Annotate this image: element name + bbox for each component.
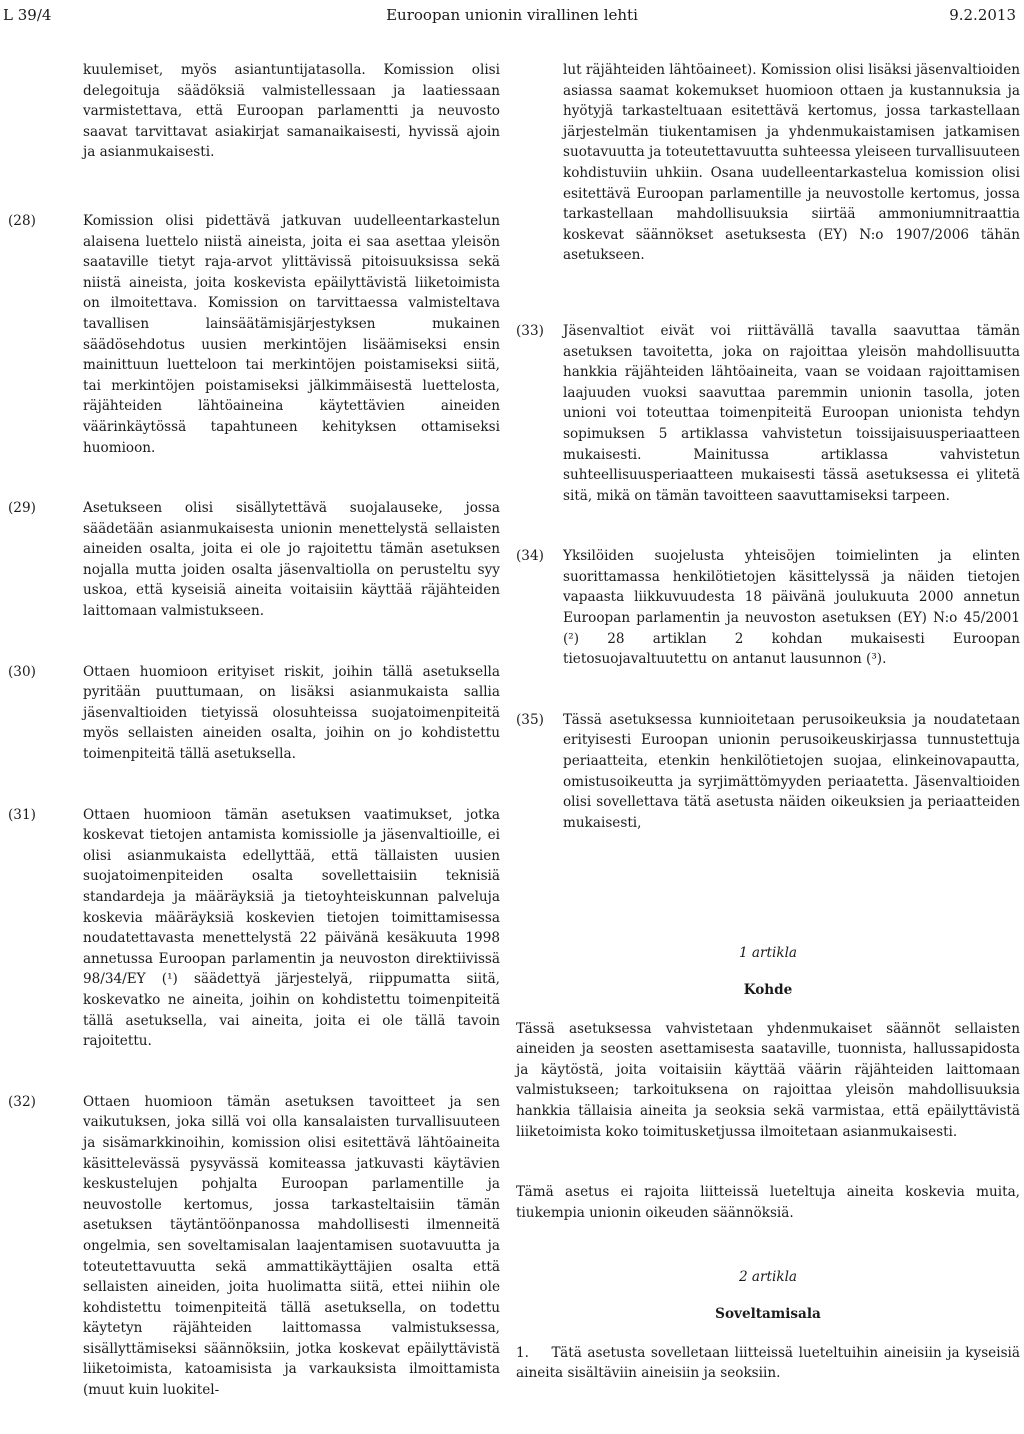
article-paragraph: 1. Tätä asetusta sovelletaan liitteissä lueteltuihin aineisiin ja kyseisiä aineita sisältäviin aineisiin ja seoksiin. — [516, 1344, 1024, 1382]
publication-date: 9.2.2013 — [949, 6, 1016, 24]
recital-number: (28) — [8, 212, 36, 229]
recital-number: (30) — [8, 663, 36, 680]
page-header — [0, 0, 1024, 30]
recital-text: Ottaen huomioon tämän asetuksen vaatimukset, jotka koskevat tietojen antamista komissiolle ja jäsenvaltioille, ei olisi asianmukaista edellyttää, että tällaisten uusien suojatoimenpiteiden osalta sovellettaisiin teknisiä standardeja ja määräyksiä ja tietoyhteiskunnan palveluja koskevia määräyksiä koskevien tietojen toimittamisessa noudatettavasta menettelystä 22 päivänä kesäkuuta 1998 annetussa Euroopan parlamentin ja neuvoston direktiivissä 98/34/EY (¹) säädettyä järjestelyä, riippumatta siitä, koskevatko ne aineita, joihin on kohdistettu toimenpiteitä tällä asetuksella, vai aineita, joita ei ole tällä tavoin rajoitettu. — [83, 806, 500, 1050]
recital-31 — [8, 805, 500, 1052]
recital-text: Ottaen huomioon tämän asetuksen tavoitteet ja sen vaikutuksen, joka sillä voi olla kansalaisten turvallisuuteen ja sisämarkkinoihin, komission olisi esitettävä lähtöaineita käsittelevässä pysyvässä komiteassa jatkuvasti käytävien keskustelujen pohjalta Euroopan parlamentille ja neuvostolle kertomus, jossa tarkasteltaisiin tämän asetuksen täytäntöönpanossa mahdollisesti ilmenneitä ongelmia, sen soveltamisalan laajentamisen suotavuutta ja toteutettavuutta sekä ammattikäyttäjien osalta että sellaisten aineiden, joita huolimatta siitä, ettei niihin ole kohdistettu toimenpiteitä tällä asetuksella, on todettu käytetyn räjähteiden laittomassa valmistuksessa, sisällyttämiseksi säännöksiin, jotka koskevat epäilyttävistä liiketoimista, katoamisista ja varkauksista ilmoittamista (muut kuin luokitel- — [83, 1093, 500, 1399]
recital-number: (34) — [516, 548, 544, 565]
article-1 — [516, 943, 1020, 1223]
recital-number: (32) — [8, 1093, 36, 1110]
page-reference: L 39/4 — [3, 6, 52, 24]
recital-number: (29) — [8, 500, 36, 517]
recital-text: Tässä asetuksessa kunnioitetaan perusoikeuksia ja noudatetaan erityisesti Euroopan unionin perusoikeuskirjassa tunnustettuja periaatteita, etenkin henkilötietojen suojaa, elinkeinovapautta, omistusoikeutta ja syrjimättömyyden periaatetta. Jäsenvaltioiden olisi sovellettava tätä asetusta näiden oikeuksien ja periaatteiden mukaisesti, — [563, 711, 1020, 831]
recital-continuation — [8, 60, 500, 163]
recital-30 — [8, 662, 500, 765]
article-paragraph: Tämä asetus ei rajoita liitteissä lueteltuja aineita koskevia muita, tiukempia unionin oikeuden säännöksiä. — [516, 1184, 1020, 1221]
recital-28 — [8, 211, 500, 458]
recital-continuation — [516, 60, 1020, 266]
continuation-text: kuulemiset, myös asiantuntijatasolla. Komission olisi delegoituja säädöksiä valmistellessaan ja laatiessaan varmistettava, että Euroopan parlamentti ja neuvosto saavat tarvittavat asiakirjat samanaikaisesti, hyvissä ajoin ja asianmukaisesti. — [83, 62, 500, 161]
recital-34 — [516, 546, 1020, 670]
recital-29 — [8, 498, 500, 622]
article-title: Kohde — [743, 982, 793, 998]
recital-35 — [516, 710, 1020, 834]
left-column — [8, 60, 500, 1401]
article-paragraph: Tässä asetuksessa vahvistetaan yhdenmukaiset säännöt sellaisten aineiden ja seosten asettamisesta saataville, tuonnista, hallussapidosta ja käytöstä, joita voitaisiin käyttää väärin räjähteiden laittomaan valmistukseen; tarkoituksena on rajoittaa yleisön mahdollisuuksia hankkia tällaisia aineita ja seoksia sekä varmistaa, että epäilyttävistä liiketoimista koko toimitusketjussa ilmoitetaan asianmukaisesti. — [516, 1020, 1020, 1140]
article-2 — [516, 1267, 1024, 1383]
recital-number: (31) — [8, 806, 36, 823]
article-number: 2 artikla — [738, 1269, 798, 1286]
recital-text: Ottaen huomioon erityiset riskit, joihin tällä asetuksella pyritään puuttumaan, on lisäksi asianmukaista sallia jäsenvaltioiden tietyissä olosuhteissa suojatoimenpiteitä myös sellaisten aineiden osalta, joihin on jo kohdistettu toimenpiteitä tällä asetuksella. — [83, 663, 500, 763]
recital-text: Yksilöiden suojelusta yhteisöjen toimielinten ja elinten suorittamassa henkilötietojen käsittelyssä ja näiden tietojen vapaasta liikkuvuudesta 18 päivänä joulukuuta 2000 annetun Euroopan parlamentin ja neuvoston asetuksen (EY) N:o 45/2001 (²) 28 artiklan 2 kohdan mukaisesti Euroopan tietosuojavaltuutettu on antanut lausunnon (³). — [563, 548, 1020, 668]
journal-title: Euroopan unionin virallinen lehti — [386, 6, 638, 24]
recital-text: Komission olisi pidettävä jatkuvan uudelleentarkastelun alaisena luettelo niistä aineista, joita ei saa asettaa yleisön saataville tietyt raja-arvot ylittävissä pitoisuuksissa sekä niistä aineista, joita koskevista epäilyttävistä liiketoimista on ilmoitettava. Komission on tarvittaessa valmisteltava tavallisen lainsäätämisjärjestyksen mukainen säädösehdotus uusien merkintöjen lisäämiseksi ensin mainittuun luetteloon tai merkintöjen poistamiseksi siitä, tai merkintöjen poistamiseksi jälkimmäisestä luettelosta, räjähteiden lähtöaineina käytettävien aineiden väärinkäytössä tapahtuneen kehityksen ottamiseksi huomioon. — [83, 212, 500, 456]
recital-number: (35) — [516, 711, 544, 728]
recital-32 — [8, 1092, 500, 1401]
recital-text: Asetukseen olisi sisällytettävä suojalauseke, jossa säädetään asianmukaisesta unionin menettelystä sellaisten aineiden osalta, joita ei ole jo rajoitettu tämän asetuksen nojalla mutta joiden osalta jäsenvaltiolla on perusteltu syy uskoa, että kyseisiä aineita voitaisiin käyttää räjähteiden laittomaan valmistukseen. — [83, 500, 500, 620]
recital-number: (33) — [516, 322, 544, 339]
right-column — [516, 60, 1024, 1384]
continuation-text: lut räjähteiden lähtöaineet). Komission olisi lisäksi jäsenvaltioiden asiassa saamat kokemukset huomioon ottaen ja kustannuksia ja hyötyjä tarkasteltuaan esitettävä kertomus, jossa tarkastellaan järjestelmän tiukentamisen ja yhdenmukaistamisen jatkamisen suotavuutta ja toteutettavuutta suhteessa yleiseen turvallisuuteen kohdistuviin uhkiin. Osana uudelleentarkastelua komission olisi esitettävä Euroopan parlamentille ja neuvostolle kertomus, jossa tarkastellaan mahdollisuuksia siirtää ammoniumnitraattia koskevat säännökset asetuksesta (EY) N:o 1907/2006 tähän asetukseen. — [563, 62, 1020, 264]
article-title: Soveltamisala — [715, 1305, 821, 1322]
recital-text: Jäsenvaltiot eivät voi riittävällä tavalla saavuttaa tämän asetuksen tavoitetta, joka on rajoittaa yleisön mahdollisuutta hankkia räjähteiden lähtöaineita, vaan se voidaan rajoittamisen laajuuden vuoksi saavuttaa paremmin unionin tasolla, joten unioni voi toteuttaa toimenpiteitä Euroopan unionista tehdyn sopimuksen 5 artiklassa vahvistetun toissijaisuusperiaatteen mukaisesti. Mainitussa artiklassa vahvistetun suhteellisuusperiaatteen mukaisesti tässä asetuksessa ei ylitetä sitä, mikä on tämän tavoitteen saavuttamiseksi tarpeen. — [563, 322, 1020, 504]
recital-33 — [516, 321, 1020, 506]
article-number: 1 artikla — [738, 945, 798, 962]
